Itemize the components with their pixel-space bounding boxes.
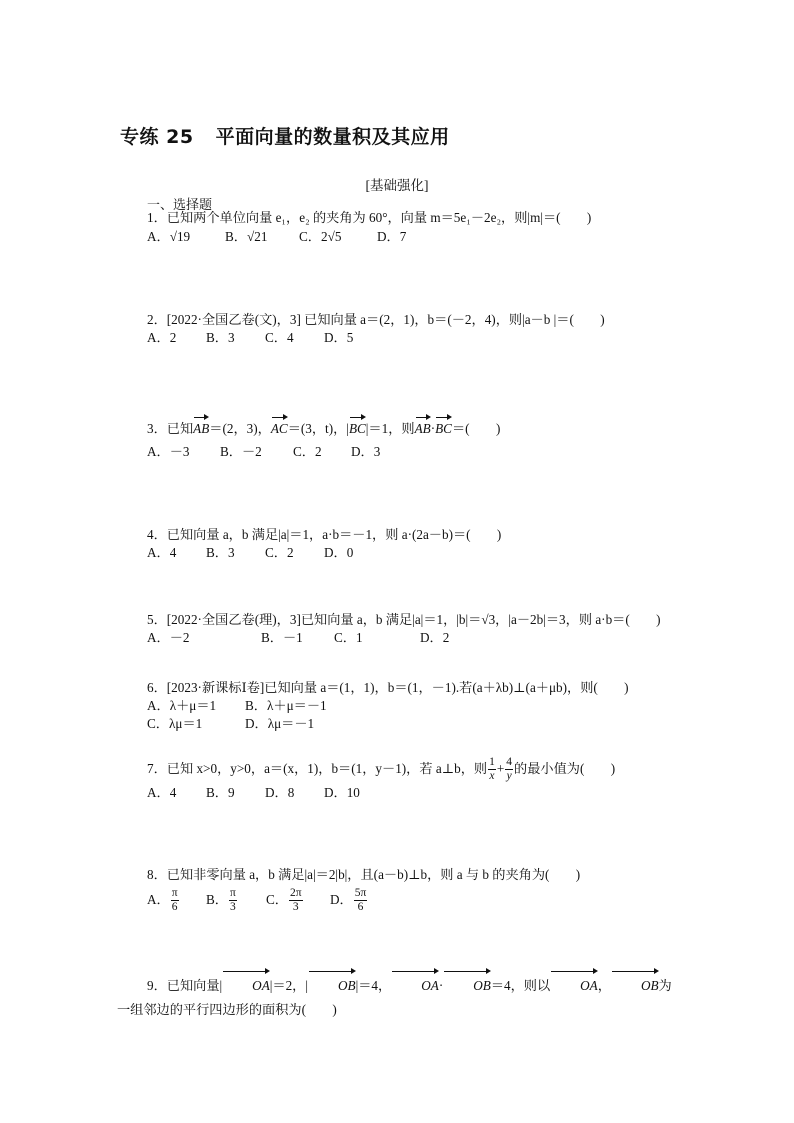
- option-c: [266, 885, 330, 915]
- title-number: 专练 25: [120, 126, 194, 148]
- denominator: x: [489, 770, 495, 783]
- option: A．2: [147, 330, 177, 345]
- question-9-stem: [117, 974, 677, 1022]
- q9-text: 9．已知向量|: [147, 978, 223, 993]
- option: A．－3: [147, 444, 190, 459]
- question-6-stem: 6．[2023·新课标Ⅰ卷]已知向量 a＝(1，1)，b＝(1，－1).若(a＋λb)⊥(a＋μb)，则( ): [147, 680, 629, 695]
- title-text: 平面向量的数量积及其应用: [215, 126, 450, 148]
- denominator: y: [506, 770, 512, 783]
- option: C．1: [334, 630, 363, 645]
- question-2-options: [147, 329, 353, 347]
- option: B．3: [206, 545, 235, 560]
- vector-oa: OA: [391, 974, 439, 998]
- option: B．－2: [220, 444, 262, 459]
- option: B．√21: [225, 229, 268, 244]
- question-3-stem: [147, 420, 500, 438]
- q7-text: 7．已知 x>0，y>0，a＝(x，1)，b＝(1，y－1)，若 a⊥b，则: [147, 761, 488, 776]
- numerator: π: [171, 887, 178, 900]
- fraction-1-over-x: [488, 756, 496, 783]
- section-heading: 一、选择题: [147, 197, 213, 212]
- q9-text: |＝2，|: [269, 978, 309, 993]
- denominator: 6: [357, 901, 364, 914]
- vector-ac: AC: [270, 421, 288, 436]
- option: C．2: [265, 545, 294, 560]
- question-8-options: [147, 885, 368, 915]
- fraction: [229, 887, 237, 914]
- q9-text: ，: [597, 978, 611, 993]
- q3-text: |＝1，则: [365, 421, 415, 436]
- vector-bc: BC: [348, 421, 366, 436]
- question-7-stem: [147, 756, 615, 783]
- option: D．7: [377, 229, 407, 244]
- option: D．λμ＝－1: [245, 716, 315, 731]
- question-3-options: [147, 443, 380, 461]
- option: B．－1: [261, 630, 303, 645]
- question-1-stem: 1．已知两个单位向量 e₁，e₂ 的夹角为 60°，向量 m＝5e₁－2e₂，则|m|＝( ): [147, 210, 592, 225]
- option-a: [147, 885, 206, 915]
- option: D．10: [324, 785, 360, 800]
- option: D．0: [324, 545, 354, 560]
- q9-text: |＝4，: [355, 978, 392, 993]
- option: A．λ＋μ＝1: [147, 698, 217, 713]
- question-5-stem: 5．[2022·全国乙卷(理)，3]已知向量 a，b 满足|a|＝1，|b|＝√3，|a－2b|＝3，则 a·b＝( ): [147, 612, 661, 627]
- q7-text: 的最小值为( ): [514, 761, 616, 776]
- option-label: A．: [147, 892, 170, 907]
- q3-text: ＝(3，t)，|: [287, 421, 349, 436]
- option: B．λ＋μ＝－1: [245, 698, 327, 713]
- question-2-stem: 2．[2022·全国乙卷(文)，3] 已知向量 a＝(2，1)，b＝(－2，4)，则|a－b |＝( ): [147, 312, 605, 327]
- option-label: D．: [330, 892, 353, 907]
- numerator: 1: [489, 756, 495, 769]
- question-4-options: [147, 544, 353, 562]
- q3-text: ·: [430, 421, 436, 436]
- option-d: [330, 885, 368, 915]
- option: A．4: [147, 545, 177, 560]
- question-7-options: [147, 784, 360, 802]
- subtitle: [基础强化]: [365, 178, 429, 193]
- vector-bc: BC: [435, 421, 452, 436]
- numerator: 4: [506, 756, 513, 769]
- fraction-4-over-y: [505, 756, 513, 783]
- fraction: [354, 887, 368, 914]
- question-8-stem: 8．已知非零向量 a，b 满足|a|＝2|b|，且(a－b)⊥b，则 a 与 b 的夹角为( ): [147, 867, 581, 882]
- option: D．5: [324, 330, 354, 345]
- option-b: [206, 885, 266, 915]
- numerator: π: [229, 887, 236, 900]
- q9-text: ·: [438, 978, 444, 993]
- vector-oa: OA: [222, 974, 270, 998]
- plus-sign: +: [496, 761, 505, 776]
- vector-ob: OB: [308, 974, 356, 998]
- denominator: 3: [230, 901, 236, 914]
- option: A．－2: [147, 630, 190, 645]
- option: B．9: [206, 785, 235, 800]
- option: C．2√5: [299, 229, 342, 244]
- option: D．3: [351, 444, 381, 459]
- q3-text: ＝( ): [451, 421, 501, 436]
- option: D．8: [265, 785, 295, 800]
- fraction: [171, 887, 179, 914]
- option: B．3: [206, 330, 235, 345]
- question-5-options: [147, 629, 449, 647]
- option: C．λμ＝1: [147, 716, 203, 731]
- question-6-options-row2: [147, 715, 314, 733]
- vector-ob: OB: [443, 974, 491, 998]
- option: D．2: [420, 630, 450, 645]
- fraction: [289, 887, 303, 914]
- question-6-options-row1: [147, 697, 327, 715]
- q3-text: 3．已知: [147, 421, 194, 436]
- vector-ob: OB: [611, 974, 659, 998]
- vector-ab: AB: [414, 421, 431, 436]
- option: A．√19: [147, 229, 191, 244]
- question-1-options: [147, 228, 406, 246]
- denominator: 3: [292, 901, 299, 914]
- q3-text: ＝(2，3)，: [209, 421, 271, 436]
- option-label: B．: [206, 892, 228, 907]
- option: A．4: [147, 785, 177, 800]
- question-4-stem: 4．已知向量 a，b 满足|a|＝1，a·b＝－1，则 a·(2a－b)＝( ): [147, 527, 502, 542]
- q9-text: 为一组邻边的平行四边形的面积为( ): [117, 978, 672, 1017]
- vector-ab: AB: [193, 421, 210, 436]
- vector-oa: OA: [550, 974, 598, 998]
- numerator: 2π: [289, 887, 302, 900]
- denominator: 6: [171, 901, 178, 914]
- page-title: [120, 122, 450, 149]
- option: C．2: [293, 444, 322, 459]
- q9-text: ＝4，则以: [490, 978, 551, 993]
- option-label: C．: [266, 892, 288, 907]
- option: C．4: [265, 330, 294, 345]
- numerator: 5π: [354, 887, 367, 900]
